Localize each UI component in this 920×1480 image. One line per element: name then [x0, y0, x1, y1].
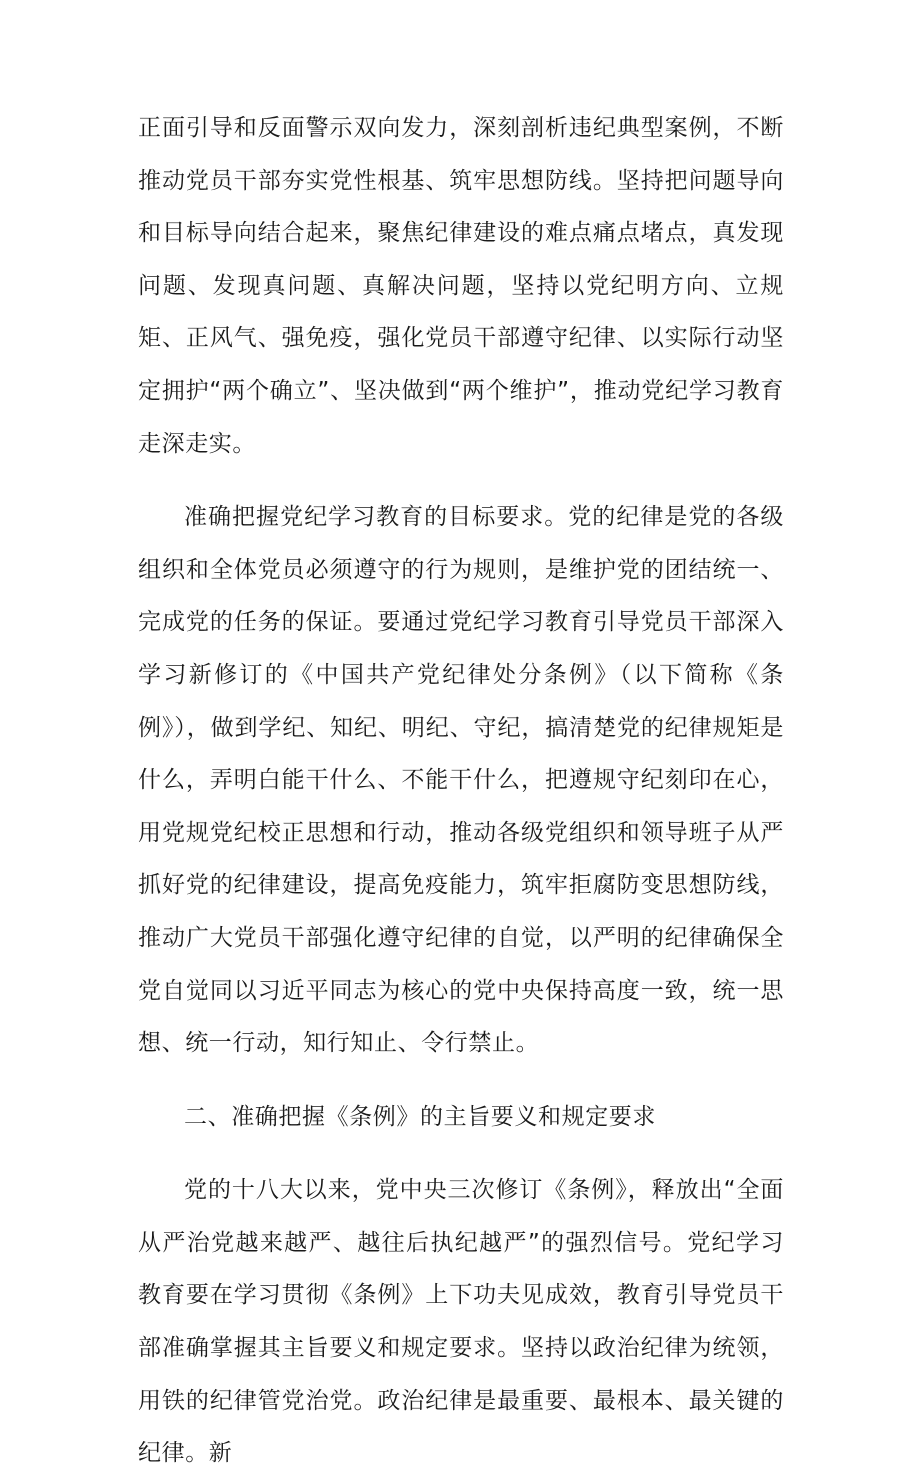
- paragraph-continuation: 正面引导和反面警示双向发力，深刻剖析违纪典型案例，不断推动党员干部夯实党性根基、筑牢思想防线。坚持把问题导向和目标导向结合起来，聚焦纪律建设的难点痛点堵点，真发现问题、发现真问题、真解决问题，坚持以党纪明方向、立规矩、正风气、强免疫，强化党员干部遵守纪律、以实际行动坚定拥护“两个确立”、坚决做到“两个维护”，推动党纪学习教育走深走实。: [138, 115, 784, 457]
- section-heading-2: 二、准确把握《条例》的主旨要义和规定要求: [184, 1103, 656, 1130]
- paragraph-goal-requirements: 准确把握党纪学习教育的目标要求。党的纪律是党的各级组织和全体党员必须遵守的行为规则，是维护党的团结统一、完成党的任务的保证。要通过党纪学习教育引导党员干部深入学习新修订的《中国共产党纪律处分条例》（以下简称《条例》），做到学纪、知纪、明纪、守纪，搞清楚党的纪律规矩是什么，弄明白能干什么、不能干什么，把遵规守纪刻印在心，用党规党纪校正思想和行动，推动各级党组织和领导班子从严抓好党的纪律建设，提高免疫能力，筑牢拒腐防变思想防线，推动广大党员干部强化遵守纪律的自觉，以严明的纪律确保全党自觉同以习近平同志为核心的党中央保持高度一致，统一思想、统一行动，知行知止、令行禁止。: [138, 504, 784, 1057]
- paragraph-regulations: 党的十八大以来，党中央三次修订《条例》，释放出“全面从严治党越来越严、越往后执纪越严”的强烈信号。党纪学习教育要在学习贯彻《条例》上下功夫见成效，教育引导党员干部准确掌握其主旨要义和规定要求。坚持以政治纪律为统领，用铁的纪律管党治党。政治纪律是最重要、最根本、最关键的纪律。新: [138, 1177, 784, 1467]
- document-body: [138, 102, 784, 1480]
